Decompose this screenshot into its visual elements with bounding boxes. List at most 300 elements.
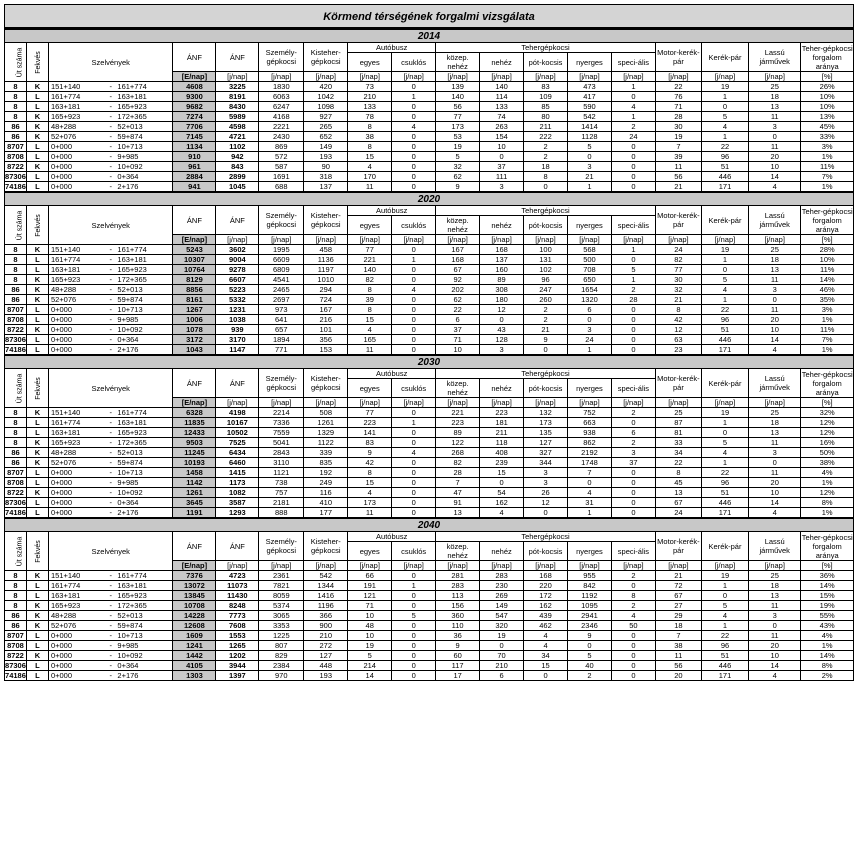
value-cell: 0 [392, 621, 436, 631]
anf-ejnap-cell: 3172 [173, 335, 216, 345]
value-cell: 0 [568, 315, 612, 325]
value-cell: 8% [801, 498, 854, 508]
value-cell: 55% [801, 611, 854, 621]
value-cell: 14% [801, 275, 854, 285]
table-row [5, 245, 854, 255]
value-cell: 366 [304, 611, 348, 621]
szelveny-from-cell: 0+000 [48, 488, 106, 498]
value-cell: 2843 [259, 448, 304, 458]
value-cell: 160 [480, 265, 524, 275]
value-cell: 171 [701, 182, 748, 193]
value-cell: 835 [304, 458, 348, 468]
value-cell: 11% [801, 325, 854, 335]
tehergepkocsi-header: Tehergépkocsi [521, 43, 570, 52]
szelveny-from-cell: 165+923 [48, 275, 106, 285]
unit-label: [j/nap] [315, 561, 336, 570]
value-cell: 67 [655, 591, 701, 601]
value-cell: 116 [304, 488, 348, 498]
autobusz-header: Autóbusz [376, 369, 408, 378]
value-cell: 2192 [568, 448, 612, 458]
table-row [5, 418, 854, 428]
szelveny-from-cell: 0+000 [48, 182, 106, 193]
anf2-header: ÁNF [229, 378, 245, 388]
table-row [5, 112, 854, 122]
szelveny-from-cell: 0+000 [48, 162, 106, 172]
fekves-cell: K [26, 438, 48, 448]
value-cell: 171 [701, 345, 748, 356]
value-cell: 5 [436, 152, 480, 162]
szelveny-dash: - [106, 408, 115, 418]
value-cell: 56 [655, 661, 701, 671]
value-cell: 641 [259, 315, 304, 325]
kisteher-header: Kisteher-gépkocsi [310, 48, 341, 66]
value-cell: 10 [436, 345, 480, 356]
autobusz-header: Autóbusz [376, 206, 408, 215]
specialis-header: speci-ális [617, 546, 650, 556]
lassu-header: Lassú járművek [759, 211, 790, 229]
value-cell: 8 [348, 285, 392, 295]
unit-label: [j/nap] [714, 235, 736, 244]
anf-ejnap-cell: 910 [173, 152, 216, 162]
value-cell: 19 [701, 571, 748, 581]
value-cell: 4% [801, 468, 854, 478]
ut-szama-cell: 8722 [5, 651, 27, 661]
value-cell: 339 [304, 448, 348, 458]
unit-label: [j/nap] [403, 72, 424, 81]
fekves-cell: L [26, 335, 48, 345]
szelveny-from-cell: 48+288 [48, 122, 106, 132]
value-cell: 72 [655, 581, 701, 591]
value-cell: 360 [436, 611, 480, 621]
value-cell: 11 [348, 508, 392, 519]
value-cell: 33% [801, 132, 854, 142]
fekves-cell: L [26, 102, 48, 112]
nehez-header: nehéz [491, 57, 512, 67]
value-cell: 2346 [568, 621, 612, 631]
anf-ejnap-cell: 10193 [173, 458, 216, 468]
value-cell: 1 [701, 295, 748, 305]
value-cell: 0 [749, 132, 801, 142]
value-cell: 28 [436, 468, 480, 478]
fekves-cell: K [26, 295, 48, 305]
ut-szama-cell: 8 [5, 255, 27, 265]
anf2-header: ÁNF [229, 52, 245, 62]
value-cell: 0 [568, 641, 612, 651]
year-row [5, 355, 854, 369]
tehergepkocsi-header: Tehergépkocsi [521, 532, 570, 541]
value-cell: 0 [701, 428, 748, 438]
unit-label: [j/nap] [623, 235, 644, 244]
szelveny-from-cell: 48+288 [48, 448, 106, 458]
value-cell: 1 [701, 581, 748, 591]
szelveny-to-cell: 10+092 [115, 488, 173, 498]
anf-ejnap-cell: 8161 [173, 295, 216, 305]
szelveny-from-cell: 0+000 [48, 152, 106, 162]
value-cell: 14% [801, 581, 854, 591]
ut-szama-cell: 8 [5, 92, 27, 102]
table-row [5, 345, 854, 356]
szelveny-to-cell: 161+774 [115, 245, 173, 255]
value-cell: 239 [480, 458, 524, 468]
ut-szama-cell: 8 [5, 438, 27, 448]
fekves-cell: L [26, 631, 48, 641]
value-cell: 83 [348, 438, 392, 448]
value-cell: 0 [392, 478, 436, 488]
nyerges-header: nyerges [576, 57, 603, 67]
szelveny-from-cell: 52+076 [48, 458, 106, 468]
szelveny-dash: - [106, 305, 115, 315]
szelveny-from-cell: 161+774 [48, 92, 106, 102]
anf-jnap-cell: 1147 [216, 345, 259, 356]
unit-label: [E/nap] [181, 398, 208, 407]
table-row [5, 488, 854, 498]
anf-ejnap-cell: 11245 [173, 448, 216, 458]
value-cell: 652 [304, 132, 348, 142]
unit-label: [j/nap] [579, 398, 600, 407]
szelveny-to-cell: 165+923 [115, 102, 173, 112]
anf-ejnap-cell: 1043 [173, 345, 216, 356]
value-cell: 11% [801, 265, 854, 275]
value-cell: 1% [801, 182, 854, 193]
value-cell: 8% [801, 661, 854, 671]
szelveny-dash: - [106, 488, 115, 498]
value-cell: 51 [701, 325, 748, 335]
value-cell: 807 [259, 641, 304, 651]
anf-jnap-cell: 7525 [216, 438, 259, 448]
ut-szama-cell: 8 [5, 82, 27, 92]
egyes-header: egyes [359, 220, 380, 230]
value-cell: 165 [348, 335, 392, 345]
header-row [5, 43, 854, 53]
anf-jnap-cell: 3944 [216, 661, 259, 671]
szelveny-from-cell: 0+000 [48, 661, 106, 671]
value-cell: 1 [701, 92, 748, 102]
value-cell: 8 [348, 468, 392, 478]
anf2-header: ÁNF [229, 215, 245, 225]
anf-jnap-cell: 1102 [216, 142, 259, 152]
potkocsis-header: pót-kocsis [528, 220, 563, 230]
document [4, 4, 854, 681]
value-cell: 0 [701, 265, 748, 275]
anf-header: ÁNF [186, 541, 202, 551]
szelveny-to-cell: 10+713 [115, 305, 173, 315]
value-cell: 25 [749, 82, 801, 92]
value-cell: 752 [568, 408, 612, 418]
value-cell: 140 [348, 265, 392, 275]
szelveny-to-cell: 9+985 [115, 152, 173, 162]
ut-szama-header: Út száma [16, 47, 24, 77]
value-cell: 191 [348, 581, 392, 591]
value-cell: 0 [749, 621, 801, 631]
value-cell: 0 [392, 651, 436, 661]
value-cell: 39 [348, 295, 392, 305]
value-cell: 1654 [568, 285, 612, 295]
value-cell: 34 [524, 651, 568, 661]
value-cell: 4 [348, 325, 392, 335]
value-cell: 25 [749, 571, 801, 581]
szelveny-from-cell: 0+000 [48, 631, 106, 641]
fekves-cell: L [26, 591, 48, 601]
fekves-cell: L [26, 641, 48, 651]
value-cell: 9 [524, 335, 568, 345]
value-cell: 3110 [259, 458, 304, 468]
nehez-header: nehéz [491, 546, 512, 556]
value-cell: 11 [348, 182, 392, 193]
value-cell: 5 [348, 651, 392, 661]
value-cell: 32% [801, 408, 854, 418]
anf-jnap-cell: 9278 [216, 265, 259, 275]
value-cell: 91 [436, 498, 480, 508]
value-cell: 2221 [259, 122, 304, 132]
value-cell: 113 [436, 591, 480, 601]
value-cell: 15 [348, 152, 392, 162]
value-cell: 1416 [304, 591, 348, 601]
value-cell: 14% [801, 651, 854, 661]
ut-szama-cell: 86 [5, 122, 27, 132]
value-cell: 18 [749, 581, 801, 591]
fekves-cell: K [26, 601, 48, 611]
value-cell: 0 [611, 651, 655, 661]
szelveny-from-cell: 52+076 [48, 295, 106, 305]
value-cell: 1197 [304, 265, 348, 275]
ut-szama-cell: 8708 [5, 478, 27, 488]
value-cell: 214 [348, 661, 392, 671]
table-row [5, 621, 854, 631]
szelveny-to-cell: 59+874 [115, 621, 173, 631]
ut-szama-cell: 74186 [5, 671, 26, 680]
anf-header: ÁNF [186, 378, 202, 388]
page-title: Körmend térségének forgalmi vizsgálata [4, 4, 854, 28]
value-cell: 0 [392, 305, 436, 315]
ut-szama-cell: 86 [5, 621, 27, 631]
szelveny-from-cell: 161+774 [48, 418, 106, 428]
value-cell: 0 [392, 325, 436, 335]
szelveny-dash: - [106, 182, 115, 193]
szelveny-dash: - [106, 122, 115, 132]
teher-arany-header: Teher-gépkocsi forgalom aránya [801, 532, 853, 560]
value-cell: 19 [701, 82, 748, 92]
value-cell: 48 [348, 621, 392, 631]
anf-ejnap-cell: 1442 [173, 651, 216, 661]
value-cell: 13 [749, 265, 801, 275]
value-cell: 221 [348, 255, 392, 265]
value-cell: 446 [701, 661, 748, 671]
ut-szama-cell: 74186 [5, 182, 26, 191]
value-cell: 1320 [568, 295, 612, 305]
value-cell: 43% [801, 621, 854, 631]
anf-jnap-cell: 1038 [216, 315, 259, 325]
value-cell: 9 [568, 631, 612, 641]
value-cell: 3 [568, 325, 612, 335]
value-cell: 8 [655, 468, 701, 478]
value-cell: 3353 [259, 621, 304, 631]
value-cell: 417 [568, 92, 612, 102]
value-cell: 19 [655, 132, 701, 142]
value-cell: 18 [749, 418, 801, 428]
unit-label: [j/nap] [623, 398, 644, 407]
value-cell: 47 [436, 488, 480, 498]
anf-jnap-cell: 2899 [216, 172, 259, 182]
value-cell: 1 [392, 92, 436, 102]
value-cell: 37 [480, 162, 524, 172]
value-cell: 114 [480, 92, 524, 102]
szemely-header: Személy-gépkocsi [265, 211, 297, 229]
value-cell: 133 [480, 102, 524, 112]
unit-label: [j/nap] [227, 235, 248, 244]
szelveny-from-cell: 0+000 [48, 172, 106, 182]
fekves-header: Fekvés [34, 50, 42, 74]
value-cell: 1225 [259, 631, 304, 641]
szelveny-dash: - [106, 448, 115, 458]
szelveny-from-cell: 0+000 [48, 305, 106, 315]
szelveny-to-cell: 0+364 [115, 172, 173, 182]
unit-label: [j/nap] [623, 72, 644, 81]
value-cell: 462 [524, 621, 568, 631]
value-cell: 51 [701, 488, 748, 498]
teher-arany-header: Teher-gépkocsi forgalom aránya [801, 206, 853, 234]
value-cell: 0 [611, 581, 655, 591]
value-cell: 2 [568, 671, 612, 681]
specialis-header: speci-ális [617, 57, 650, 67]
table-row [5, 255, 854, 265]
value-cell: 771 [259, 345, 304, 356]
value-cell: 22 [701, 142, 748, 152]
anf-ejnap-cell: 13845 [173, 591, 216, 601]
value-cell: 0 [611, 92, 655, 102]
table-row [5, 468, 854, 478]
value-cell: 24 [568, 335, 612, 345]
value-cell: 500 [568, 255, 612, 265]
value-cell: 149 [480, 601, 524, 611]
szelveny-dash: - [106, 142, 115, 152]
szelveny-to-cell: 172+365 [115, 438, 173, 448]
value-cell: 10 [749, 325, 801, 335]
value-cell: 7559 [259, 428, 304, 438]
value-cell: 20 [655, 671, 701, 681]
value-cell: 76 [655, 92, 701, 102]
anf-ejnap-cell: 5243 [173, 245, 216, 255]
value-cell: 193 [304, 152, 348, 162]
value-cell: 1% [801, 345, 854, 356]
table-row [5, 571, 854, 581]
value-cell: 45 [655, 478, 701, 488]
value-cell: 1 [568, 508, 612, 519]
value-cell: 223 [480, 408, 524, 418]
value-cell: 27 [655, 601, 701, 611]
szelveny-dash: - [106, 315, 115, 325]
value-cell: 0 [392, 498, 436, 508]
table-row [5, 142, 854, 152]
value-cell: 127 [524, 438, 568, 448]
anf-jnap-cell: 8191 [216, 92, 259, 102]
value-cell: 82 [348, 275, 392, 285]
value-cell: 38 [348, 132, 392, 142]
year-row [5, 192, 854, 206]
value-cell: 0 [392, 182, 436, 193]
value-cell: 31 [568, 498, 612, 508]
anf-ejnap-cell: 2884 [173, 172, 216, 182]
value-cell: 35% [801, 295, 854, 305]
szelveny-to-cell: 59+874 [115, 458, 173, 468]
value-cell: 24 [611, 132, 655, 142]
ut-szama-cell: 87306 [5, 661, 26, 670]
ut-szama-cell: 8707 [5, 142, 27, 152]
value-cell: 96 [524, 275, 568, 285]
unit-label: [j/nap] [764, 72, 785, 81]
anf-jnap-cell: 5332 [216, 295, 259, 305]
ut-szama-cell: 86 [5, 448, 27, 458]
ut-szama-cell: 8 [5, 581, 27, 591]
value-cell: 260 [524, 295, 568, 305]
value-cell: 26% [801, 82, 854, 92]
value-cell: 3 [749, 285, 801, 295]
anf-jnap-cell: 1202 [216, 651, 259, 661]
szelveny-to-cell: 52+013 [115, 448, 173, 458]
anf-jnap-cell: 5223 [216, 285, 259, 295]
value-cell: 18 [749, 92, 801, 102]
value-cell: 53 [436, 132, 480, 142]
value-cell: 6 [480, 671, 524, 681]
value-cell: 22 [655, 82, 701, 92]
value-cell: 193 [304, 671, 348, 681]
value-cell: 862 [568, 438, 612, 448]
value-cell: 4% [801, 631, 854, 641]
ut-szama-cell: 8 [5, 591, 27, 601]
value-cell: 7 [436, 478, 480, 488]
value-cell: 4 [749, 508, 801, 519]
value-cell: 0 [524, 345, 568, 356]
anf-jnap-cell: 1293 [216, 508, 259, 519]
szelvenyek-header: Szelvények [91, 383, 130, 393]
value-cell: 12% [801, 418, 854, 428]
value-cell: 0 [568, 152, 612, 162]
szelveny-to-cell: 10+092 [115, 162, 173, 172]
ut-szama-header: Út száma [16, 536, 24, 566]
anf-ejnap-cell: 12433 [173, 428, 216, 438]
value-cell: 1 [701, 132, 748, 142]
value-cell: 927 [304, 112, 348, 122]
value-cell: 0 [611, 641, 655, 651]
szelveny-to-cell: 163+181 [115, 255, 173, 265]
fekves-cell: K [26, 122, 48, 132]
ut-szama-cell: 8 [5, 408, 27, 418]
table-row [5, 591, 854, 601]
value-cell: 180 [480, 295, 524, 305]
anf-jnap-cell: 1265 [216, 641, 259, 651]
unit-label: [j/nap] [535, 72, 556, 81]
ut-szama-cell: 86 [5, 611, 27, 621]
unit-label: [j/nap] [227, 561, 248, 570]
table-row [5, 671, 854, 681]
value-cell: 1894 [259, 335, 304, 345]
anf-ejnap-cell: 1134 [173, 142, 216, 152]
value-cell: 171 [701, 508, 748, 519]
fekves-cell: L [26, 418, 48, 428]
value-cell: 20 [749, 641, 801, 651]
value-cell: 13 [655, 488, 701, 498]
fekves-cell: K [26, 408, 48, 418]
value-cell: 25 [749, 408, 801, 418]
anf-jnap-cell: 8248 [216, 601, 259, 611]
csuklos-header: csuklós [401, 57, 427, 67]
szelveny-dash: - [106, 641, 115, 651]
unit-label: [j/nap] [714, 561, 736, 570]
table-row [5, 305, 854, 315]
value-cell: 117 [436, 661, 480, 671]
fekves-cell: L [26, 581, 48, 591]
value-cell: 15 [480, 468, 524, 478]
value-cell: 938 [568, 428, 612, 438]
